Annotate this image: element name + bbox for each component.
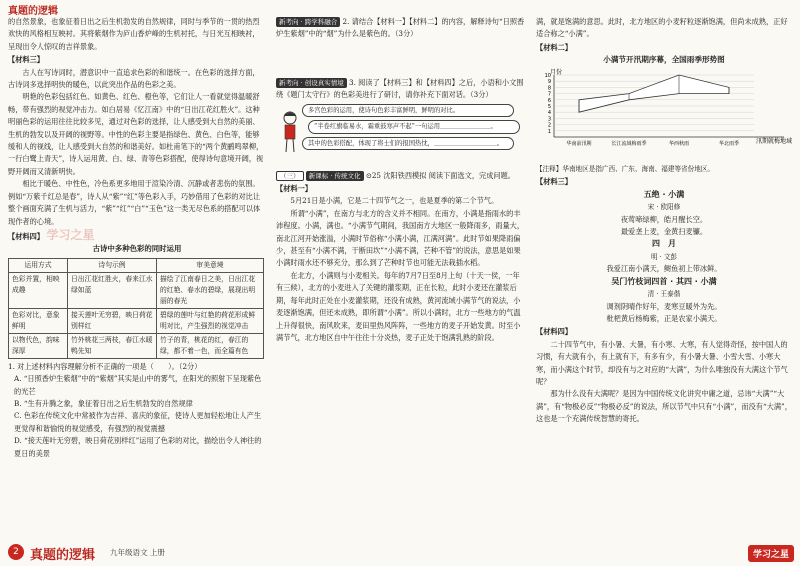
paragraph: 那为什么没有大满呢？是因为中国传统文化讲究中庸之道，忌讳“大满”“大满”，有“物极必反”“物极必反”的说法，所以节气中只有“小满”，而没有“大满”，这也是一个充满传统智慧的寄托。 [536,389,792,424]
x-tick-label: 华南前汛期 [566,140,592,147]
poem-line: 我爱江南小满天，鲥鱼初上带冰鲜。 [606,264,722,274]
poem-title: 四 月 [652,239,676,249]
question-3 [276,77,526,102]
rain-season-chart [536,67,792,159]
y-tick-label: 10 [544,72,551,79]
publisher-logo: 学习之星 [748,545,794,562]
paragraph: 明艳的色彩包括红色、如黄色、红色、橙色等，它们让人一看就觉得温暖舒畅，带有强烈的视觉冲击力。如白居易《忆江南》中的“日出江花红胜火”。这种明丽色彩的运用往往比较多见，通过对色彩的选择，让人感受到大自然的美丽、生机的勃发以及开阔的视野等。中性的色彩主要是指绿色、黄色、白色等，能够缓和人的视线，让人感受到大自然的和谐美好。如杜甫笔下的“两个黄鹂鸣翠柳，一行白鹭上青天”，诗人运用黄、白、绿、青等色彩搭配，使得诗句意境开阔，视野开阔而又清新明快。 [8,92,264,176]
table-cell: 描绘了江南春日之美，日出江花的红艳、春水的碧绿，展现出明丽的春光 [157,272,264,308]
watermark-stamp: 学习之星 [46,227,95,242]
y-tick-label: 5 [547,103,551,110]
material-3-title: 【材料三】 [536,177,572,187]
column-left [8,16,266,460]
footer [8,544,268,562]
speech-bubble: 其中的色彩搭配，体现了将士们的报国热忱，＿＿＿＿＿＿＿＿＿＿。 [302,137,514,151]
section-3-source: ⊙25 沈阳铁西模拟 [365,170,427,180]
footer-subtitle: 九年级语文 上册 [110,548,165,557]
section-3-header [276,170,526,182]
question-1: 1. 对上述材料内容理解分析不正确的一项是（ ）。（2分） [8,361,202,371]
paragraph: 相比于暖色、中性色，冷色系更多地用于渲染冷清、沉静或者悲伤的氛围。例如“万紫千红总是春”，诗人从“紫”“红”等色彩入手，巧妙借用了色彩的对比让整个画面充满了生机与活力，“紫”“红”“白”“玉色”这一类无尽色系的搭配可以体现作者的心境。 [8,179,261,226]
y-tick-label: 8 [547,85,551,92]
table-cell: 接天莲叶无穷碧，映日荷花别样红 [68,308,157,333]
x-tick-label: 华北雨季 [718,140,740,147]
answer-space [276,41,526,77]
material-2-note: 【注释】华南地区是指广西、广东、海南、福建等省份地区。 [536,165,715,174]
table-header: 诗句示例 [68,258,157,272]
speech-bubble: “半卷红旗临易水，霜重鼓寒声不起”一句运用＿＿＿＿＿＿＿＿。 [308,120,520,134]
column-middle [276,16,526,344]
y-tick-label: 2 [547,122,551,129]
material-2-title: 【材料二】 [536,42,572,52]
table-header: 审美意境 [157,258,264,272]
student-figure-icon [280,110,300,154]
y-tick-label: 6 [547,97,551,104]
footer-brand: 真题的逻辑 [30,548,96,563]
y-tick-label: 9 [547,78,551,85]
y-tick-label: 1 [547,128,551,135]
section-3-label: （三） [276,171,304,181]
table-cell: 竹外桃花三两枝，春江水暖鸭先知 [68,333,157,358]
option-d: D. “接天莲叶无穷碧，映日荷花别样红”运用了色彩的对比，描绘出令人神往的夏日的美景 [14,436,262,458]
option-b: B. “生有升腾之象，象征着日出之后生机勃发的自然规律 [14,398,193,408]
y-tick-label: 7 [547,91,551,98]
material-3-title: 【材料三】 [8,55,44,65]
question-3-text: 3. 阅读了【材料三】和【材料四】之后，小语和小文围绕《题门太守行》的色彩美进行了研讨，请你补充下面对话。（3分） [276,77,524,100]
option-c: C. 色彩在传统文化中常被作为吉祥、喜庆的象征，使诗人更加轻松地让人产生更觉得和谐愉悦的视觉感受，有强烈的视觉震撼 [14,411,262,433]
question-2 [276,16,526,41]
poem-author: 清 · 王泰偕 [647,290,681,299]
paragraph: 满，就是饱满的意思。此时，北方地区的小麦籽粒逐渐饱满，但尚未成熟，正好适合称之“小满”。 [536,17,788,39]
table-row [9,272,264,308]
question-3-tag: 新考向 · 创设真实情境 [276,78,347,88]
question-2-text: 2. 请结合【材料一】【材料二】的内容，解释诗句“日照香炉生紫烟”中的“烟”为什么是紫色的。（3分） [276,17,525,39]
table-header-row [9,258,264,272]
x-tick-label: 华西秋雨 [668,140,690,147]
poem-line: 夜莺啼绿柳，皓月醒长空。 [620,214,708,224]
section-3-tag: 新课标 · 传统文化 [306,171,364,181]
paragraph: 5月21日是小满，它是二十四节气之一，也是夏季的第二个节气。 [290,196,499,206]
paragraph: 的自然景象，也象征着日出之后生机勃发的自然规律，同时与季节的一贯的热烈欢快的风格相互映衬。其将紫烟作为庐山香炉峰的生机衬托，与日光互相映衬，呈现出令人惊叹的吉祥景象。 [8,17,260,51]
x-tick-label: 长江流域梅雨季 [611,140,647,147]
paragraph: 在北方，小满则与小麦相关。每年的7月7日至8月上旬（十天一侯，一年有三候），北方的小麦进入了关键的灌浆期，正在长粒，此时小麦还在灌浆后期，每年此时正处在小麦灌浆期，还没有成熟，黄河流域小满节气的说法，小麦逐渐饱满，但还未成熟，即所谓“小满”。所以小满时，北方一些地方的气温上升得很快，南风吹来，麦田里热风阵阵，一些地方的麦子开始发黄。时至小满节气，北方地区自中午往往十分炎热，麦子正处于饱满乳熟的阶段。 [276,270,521,342]
table-cell: 以物代色，韵味深厚 [9,333,68,358]
y-tick-label: 3 [547,116,551,123]
y-tick-label: 4 [547,109,551,116]
poem-title: 五绝 · 小满 [643,189,685,199]
table-cell: 色彩并置，相映成趣 [9,272,68,308]
y-axis-label: 月份 [550,68,563,76]
speech-bubble: 多宫色彩的运用，使诗句色彩丰富鲜明，鲜明的对比。 [302,104,514,118]
material-4-title: 【材料四】 [536,327,572,337]
paragraph: 古人在写诗词时，潜意识中一直追求色彩的和谐统一。在色彩的选择方面，古诗词多选择明快的暖色，以此突出作品的色彩之美。 [8,67,260,90]
header-brand: 真题的逻辑 [8,6,58,17]
option-a: A. “日照香炉生紫烟”中的“紫烟”其实是山中的雾气，在阳光的照射下呈现紫色的光芒 [14,374,262,396]
top-bar [0,0,800,16]
table-title: 古诗中多种色彩的同时运用 [92,244,182,254]
material-4-title [8,229,266,243]
table-cell: 碧绿的莲叶与红艳的荷花形成鲜明对比，产生强烈的视觉冲击 [157,308,264,333]
poem-line: 枇杷黄后杨梅紫，正是农家小满天。 [606,313,722,323]
table-row [9,308,264,333]
section-3-instruction: 阅读下面选文，完成问题。 [428,170,515,180]
poem-title: 吴门竹枝词四首 · 其四 · 小满 [611,276,717,286]
question-2-tag: 新考向 · 跨学科融合 [276,17,340,27]
table-cell: 日出江花红胜火，春来江水绿如蓝 [68,272,157,308]
color-usage-table [8,258,264,359]
poem-line: 最爱垄上麦，金黄扫麦镰。 [620,227,708,237]
paragraph: 二十四节气中，有小暑、大暑，有小寒、大寒，有人觉得奇怪，按中国人的习惯，有大就有小，有上就有下，有多有少，有小暑大暑、小雪大雪、小寒大寒，而小满这个时节，却没有与之对应的“大满”，为什么唯独没有大满这个节气呢？ [536,339,788,386]
material-4-label: 【材料四】 [8,231,44,241]
page-number: 2 [8,544,24,560]
table-row [9,333,264,358]
paragraph: 所谓“小满”，在南方与北方的含义并不相同。在南方，小满是指雨水的丰沛程度。小满，满也。“小满节气期间，我国南方大地区一般降雨多，雨量大，南北江河开始涨溢，小满时节俗称“小满小满，江满河满”。此时节如果降雨偏少，甚至有“小满不满，干断田坎”“小满不满，芒种不管”的说法，意思是如果小满时雨水还不够充分，那么到了芒种时节也可能无法栽插水稻。 [276,208,525,268]
dialogue-illustration [302,104,526,164]
table-cell: 色彩对比，意象鲜明 [9,308,68,333]
column-right [536,16,792,426]
x-axis-label: 汛期就梅地域 [756,137,792,145]
poem-line: 调剂阴晴作好年，麦寒豆暖外为先。 [606,301,722,311]
poem-author: 宋 · 欧阳修 [647,203,681,212]
table-header: 运用方式 [9,258,68,272]
table-cell: 竹子的青，桃花的红，春江的绿，都不着一色，而全篇有色 [157,333,264,358]
chart-title: 小满节开汛期序幕，全国雨季形势图 [603,55,725,65]
poem-author: 明 · 文彭 [650,252,678,261]
material-1-title: 【材料一】 [276,184,312,194]
